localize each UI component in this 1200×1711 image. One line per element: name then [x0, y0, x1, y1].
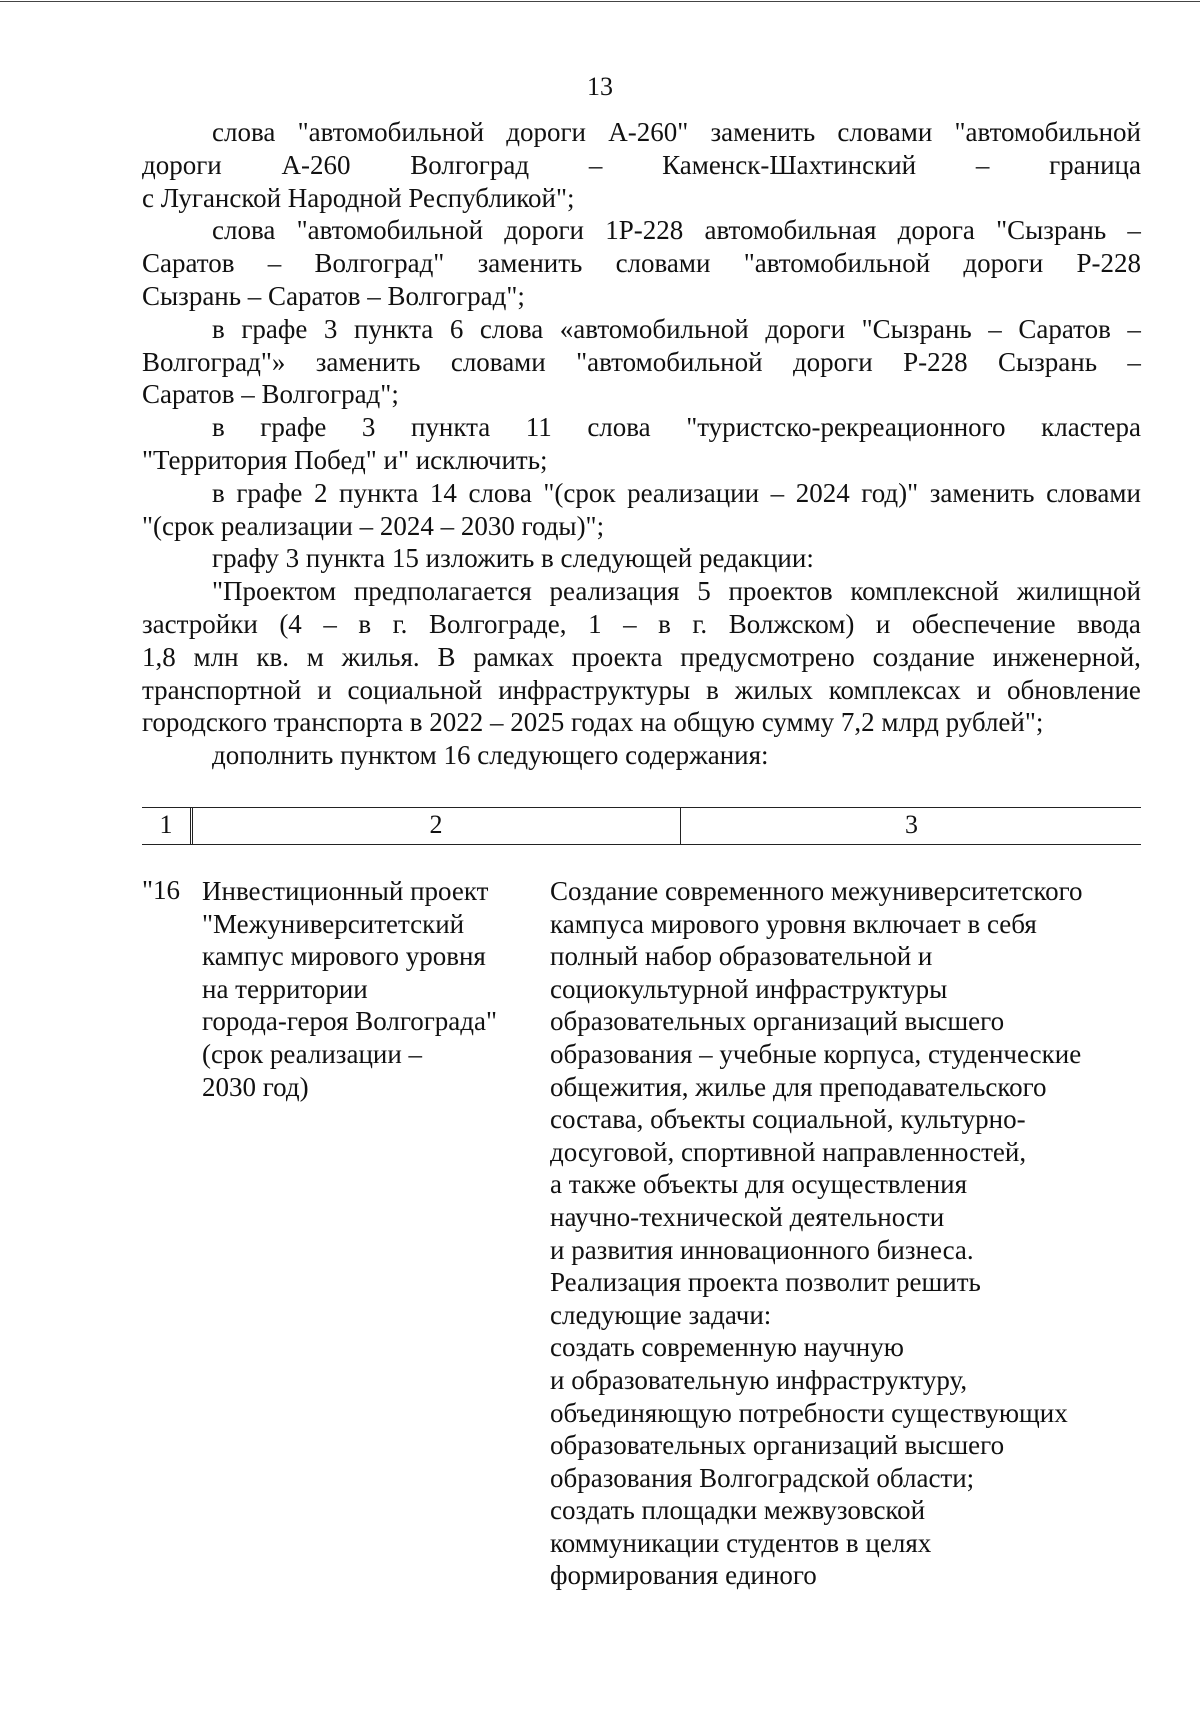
body-word: графе	[241, 313, 308, 344]
body-word: дороги	[504, 215, 585, 246]
body-word: Сызрань	[997, 346, 1098, 377]
body-word: пункта	[339, 477, 419, 508]
body-word: "туристско-рекреационного	[686, 412, 1006, 443]
row-description-line: а также объекты для осуществления	[550, 1169, 968, 1200]
row-description-line: полный набор образовательной и	[550, 941, 933, 972]
body-word: словами	[837, 117, 933, 147]
body-line: Сызрань – Саратов – Волгоград";	[142, 280, 525, 311]
body-word: 3	[323, 313, 338, 344]
body-word: Волгоград	[410, 149, 530, 180]
body-word: 14	[429, 477, 457, 508]
row-description-line: объединяющую потребности существующих	[550, 1397, 1068, 1428]
body-word: В	[437, 641, 456, 672]
body-word: рамках	[473, 641, 555, 672]
table-header-col-3: 3	[905, 810, 918, 839]
body-word: в	[212, 313, 225, 344]
body-line	[142, 674, 1141, 707]
body-word: "(срок	[543, 477, 616, 508]
body-word: 5	[697, 576, 711, 607]
body-word: в	[212, 477, 225, 508]
body-word: обеспечение	[911, 608, 1056, 639]
body-word: инженерной,	[992, 641, 1141, 672]
body-word: "автомобильной	[297, 117, 485, 147]
body-word: реализация	[549, 576, 680, 607]
body-word: Саратов	[142, 248, 235, 279]
body-word: 2024	[795, 477, 850, 508]
body-word: жилых	[734, 674, 813, 705]
row-name-line: кампус мирового уровня	[202, 941, 486, 972]
body-word: –	[323, 608, 337, 639]
top-rule	[0, 1, 1200, 2]
row-description-line: формирования единого	[550, 1560, 817, 1591]
row-description-line: образования – учебные корпуса, студенческие	[550, 1038, 1082, 1069]
body-word: комплексной	[850, 576, 999, 607]
body-word: "автомобильной	[743, 248, 931, 279]
body-word: заменить	[710, 117, 816, 147]
body-word: 3	[361, 412, 376, 443]
body-word: г.	[692, 608, 708, 639]
table-header-col-2: 2	[192, 808, 681, 844]
body-word: и	[875, 608, 891, 639]
body-word: комплексах	[828, 674, 961, 705]
body-word: графе	[236, 477, 303, 508]
body-line	[142, 575, 1141, 608]
table-header	[142, 807, 1141, 845]
body-word: "Проектом	[212, 576, 337, 607]
row-description-line: Создание современного межуниверситетского	[550, 876, 1083, 906]
body-word: граница	[1049, 149, 1141, 180]
body-word: проекта	[571, 641, 663, 672]
body-word: социальной	[347, 674, 483, 705]
body-word: Каменск-Шахтинский	[662, 149, 917, 180]
body-word: заменить	[929, 477, 1035, 508]
body-word: заменить	[315, 346, 421, 377]
body-line	[142, 346, 1141, 379]
body-word: "автомобильной	[576, 346, 763, 377]
body-line	[142, 116, 1141, 149]
row-description-line: научно-технической деятельности	[550, 1201, 945, 1232]
body-word: год)"	[861, 477, 919, 508]
row-description-line: образования Волгоградской области;	[550, 1462, 975, 1493]
body-word: м	[306, 641, 324, 672]
row-description-line: Реализация проекта позволит решить	[550, 1267, 981, 1298]
body-word: предполагается	[353, 576, 532, 607]
body-word: Р-228	[1076, 248, 1141, 279]
body-word: "Сызрань	[996, 215, 1107, 246]
row-name-line: 2030 год)	[202, 1071, 309, 1102]
body-word: жилья.	[341, 641, 420, 672]
body-word: автомобильная	[704, 215, 877, 246]
body-word: кв.	[256, 641, 289, 672]
body-word: в	[658, 608, 671, 639]
body-word: реализации	[627, 477, 760, 508]
body-line: "Территория Побед" и" исключить;	[142, 444, 548, 475]
body-word: дороги	[142, 149, 222, 180]
body-word: –	[1127, 215, 1141, 246]
body-word: пункта	[410, 412, 491, 443]
body-word: и	[976, 674, 992, 705]
body-line	[142, 608, 1141, 641]
body-word: слова	[212, 215, 276, 246]
row-description-line: досуговой, спортивной направленностей,	[550, 1136, 1027, 1167]
row-name-line: на территории	[202, 973, 368, 1004]
body-word: обновление	[1006, 674, 1141, 705]
row-name-line: (срок реализации –	[202, 1038, 423, 1069]
body-word: г.	[392, 608, 408, 639]
body-word: Волжском)	[728, 608, 855, 639]
body-word: Саратов	[1018, 313, 1111, 344]
body-word: млн	[193, 641, 239, 672]
row-description-line: создать современную научную	[550, 1332, 904, 1363]
body-word: транспортной	[142, 674, 302, 705]
body-word: А-260"	[608, 117, 689, 147]
body-word: "автомобильной	[954, 117, 1141, 147]
body-word: словами	[615, 248, 711, 279]
body-line	[142, 641, 1141, 674]
body-word: предусмотрено	[680, 641, 855, 672]
body-word: дороги	[765, 313, 846, 344]
body-word: А-260	[281, 149, 351, 180]
body-line	[142, 477, 1141, 510]
body-line: графу 3 пункта 15 изложить в следующей редакции:	[212, 543, 814, 574]
row-number: "16	[142, 875, 181, 905]
body-line	[142, 247, 1141, 280]
body-word: инфраструктуры	[498, 674, 691, 705]
row-name-line: города-героя Волгограда"	[202, 1006, 498, 1037]
body-word: 11	[525, 412, 552, 443]
body-line: с Луганской Народной Республикой";	[142, 182, 575, 213]
body-word: 1	[588, 608, 602, 639]
body-line: Саратов – Волгоград";	[142, 379, 399, 410]
row-description-line: и образовательную инфраструктуру,	[550, 1364, 968, 1395]
body-word: "Сызрань	[861, 313, 972, 344]
body-word: 1,8	[142, 641, 176, 672]
body-word: пункта	[353, 313, 434, 344]
body-word: проектов	[728, 576, 833, 607]
body-word: слова	[468, 477, 532, 508]
row-description-line: состава, объекты социальной, культурно-	[550, 1104, 1026, 1135]
row-description-line: создать площадки межвузовской	[550, 1495, 926, 1526]
body-word: –	[1127, 313, 1141, 344]
body-word: и	[317, 674, 332, 705]
body-word: дорога	[897, 215, 975, 246]
body-word: дороги	[792, 346, 873, 377]
body-word: –	[623, 608, 637, 639]
body-word: –	[267, 248, 282, 279]
body-line	[142, 411, 1141, 444]
row-description-line: образовательных организаций высшего	[550, 1006, 1005, 1037]
body-word: Волгограде,	[428, 608, 567, 639]
body-word: застройки	[142, 608, 258, 639]
body-word: в	[706, 674, 719, 705]
row-name-line: "Межуниверситетский	[202, 908, 465, 939]
body-word: слова	[479, 313, 544, 344]
body-word: в	[358, 608, 372, 639]
body-word: дороги	[506, 117, 587, 147]
row-description-line: общежития, жилье для преподавательского	[550, 1071, 1047, 1102]
body-word: Волгоград"	[314, 248, 445, 279]
table-header-col-1: 1	[142, 808, 191, 844]
body-word: жилищной	[1016, 576, 1141, 607]
body-word: Волгоград"»	[142, 346, 286, 377]
body-line	[142, 214, 1141, 247]
body-word: –	[975, 149, 990, 180]
row-description	[550, 875, 1110, 1592]
body-word: Р-228	[903, 346, 968, 377]
body-word: слова	[587, 412, 651, 443]
body-word: словами	[1046, 477, 1141, 508]
body-text	[142, 116, 1141, 772]
body-word: 2	[313, 477, 328, 508]
page-number: 13	[587, 72, 613, 101]
body-line	[142, 313, 1141, 346]
body-word: слова	[212, 117, 276, 147]
body-word: создание	[872, 641, 975, 672]
body-word: дороги	[963, 248, 1044, 279]
body-word: 1Р-228	[605, 215, 684, 246]
body-word: словами	[450, 346, 546, 377]
body-line: дополнить пунктом 16 следующего содержания:	[212, 740, 769, 771]
body-word: "автомобильной	[296, 215, 484, 246]
row-description-line: образовательных организаций высшего	[550, 1430, 1005, 1461]
body-word: кластера	[1041, 412, 1141, 443]
body-word: (4	[279, 608, 302, 639]
row-description-line: коммуникации студентов в целях	[550, 1527, 932, 1558]
row-description-line: кампуса мирового уровня включает в себя	[550, 908, 1037, 939]
body-word: –	[988, 313, 1002, 344]
body-line	[142, 149, 1141, 182]
body-word: 6	[449, 313, 464, 344]
row-description-line: следующие задачи:	[550, 1299, 772, 1330]
body-line: городского транспорта в 2022 – 2025 годах на общую сумму 7,2 млрд рублей";	[142, 707, 1044, 738]
row-description-line: социокультурной инфраструктуры	[550, 973, 948, 1004]
body-word: графе	[260, 412, 327, 443]
body-word: –	[770, 477, 785, 508]
body-word: «автомобильной	[559, 313, 749, 344]
body-word: заменить	[477, 248, 583, 279]
body-word: –	[588, 149, 603, 180]
body-line: "(срок реализации – 2024 – 2030 годы)";	[142, 510, 605, 541]
body-word: ввода	[1077, 608, 1141, 639]
row-name-line: Инвестиционный проект	[202, 876, 489, 906]
body-word: –	[1127, 346, 1141, 377]
row-description-line: и развития инновационного бизнеса.	[550, 1234, 974, 1265]
body-word: в	[212, 412, 225, 443]
